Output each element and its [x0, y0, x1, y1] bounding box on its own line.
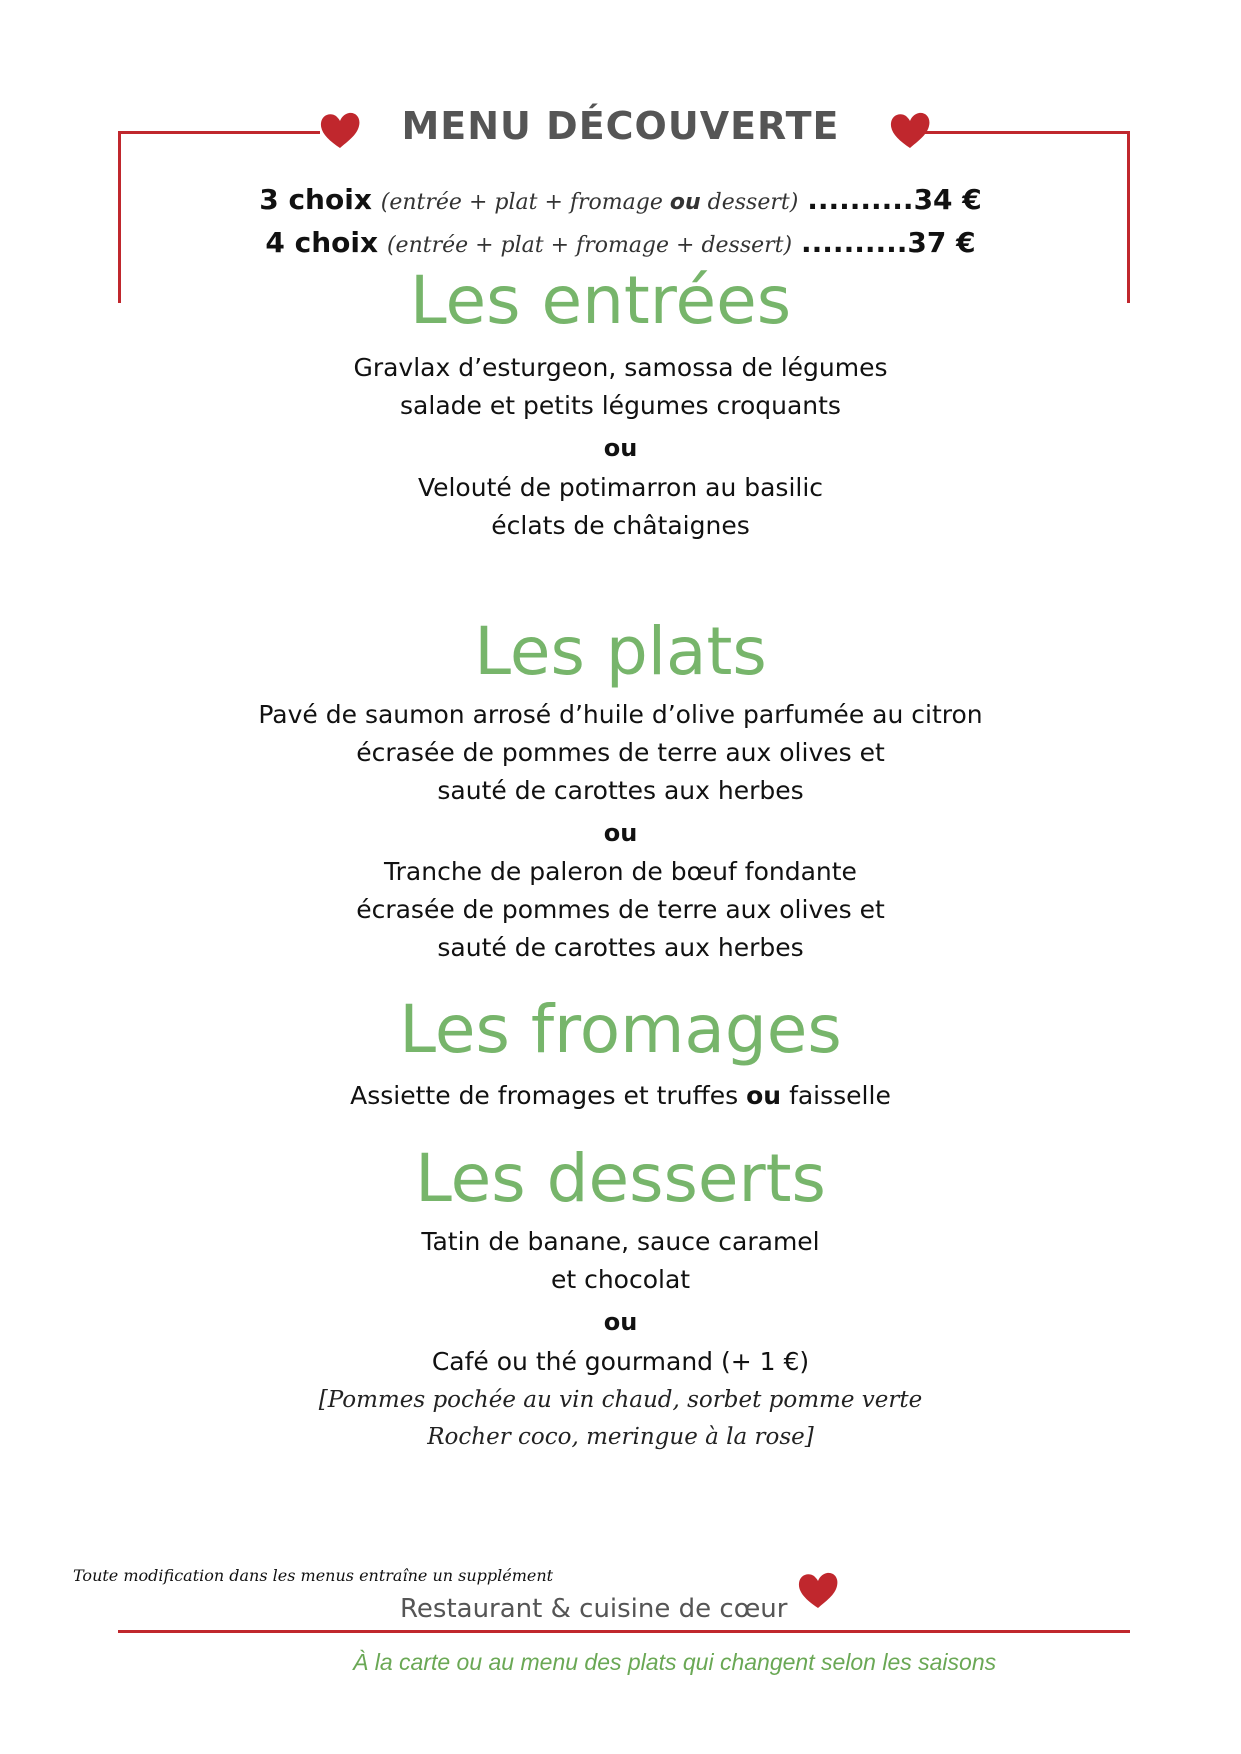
choice-detail [381, 190, 799, 215]
plat-dish-1-line-1: Pavé de saumon arrosé d’huile d’olive parfumée au citron [258, 700, 983, 729]
entree-dish-1-line-1: Gravlax d’esturgeon, samossa de légumes [353, 353, 888, 382]
section-title-fromages: Les fromages [399, 991, 842, 1068]
price-dots: .......... [801, 226, 908, 259]
choice-detail-text: dessert) [707, 190, 799, 215]
brand-name: Restaurant & cuisine de cœur [400, 1594, 788, 1624]
heart-icon [796, 1570, 840, 1610]
dessert-or: ou [603, 1308, 638, 1336]
dessert-dish-2-detail-1: [Pommes pochée au vin chaud, sorbet pomme verte [318, 1387, 923, 1413]
price-value: 34 € [913, 183, 982, 216]
fromage-dish-b: faisselle [789, 1081, 891, 1110]
choice-detail-text: (entrée + plat + fromage [380, 190, 663, 215]
price-dots: .......... [807, 183, 914, 216]
plat-dish-1-line-3: sauté de carottes aux herbes [437, 776, 804, 805]
tagline: À la carte ou au menu des plats qui changent selon les saisons [353, 1649, 997, 1675]
price-value: 37 € [907, 226, 976, 259]
choice-label: 3 choix [259, 183, 372, 216]
plat-dish-2-line-2: écrasée de pommes de terre aux olives et [356, 895, 885, 924]
price-line-3-choix [0, 183, 1241, 216]
plat-or: ou [603, 819, 638, 847]
section-title-plats: Les plats [474, 613, 767, 690]
footer-divider [118, 1630, 1130, 1633]
entree-or: ou [603, 434, 638, 462]
dessert-dish-2-detail-2: Rocher coco, meringue à la rose] [427, 1424, 814, 1450]
dessert-dish-2-line-1: Café ou thé gourmand (+ 1 €) [431, 1347, 810, 1376]
menu-title: MENU DÉCOUVERTE [401, 104, 840, 148]
plat-dish-2-line-1: Tranche de paleron de bœuf fondante [384, 857, 857, 886]
section-title-entrees: Les entrées [409, 262, 792, 339]
dessert-dish-1-line-2: et chocolat [550, 1265, 691, 1294]
entree-dish-2-line-1: Velouté de potimarron au basilic [417, 473, 824, 502]
entree-dish-2-line-2: éclats de châtaignes [491, 511, 750, 540]
dessert-dish-1-line-1: Tatin de banane, sauce caramel [421, 1227, 820, 1256]
fromage-dish [0, 1077, 1241, 1115]
choice-detail: (entrée + plat + fromage + dessert) [386, 233, 793, 258]
choice-detail-or: ou [669, 190, 701, 215]
fromage-dish-a: Assiette de fromages et truffes [350, 1081, 739, 1110]
plat-dish-2-line-3: sauté de carottes aux herbes [437, 933, 804, 962]
entree-dish-1-line-2: salade et petits légumes croquants [400, 391, 841, 420]
section-title-desserts: Les desserts [415, 1140, 826, 1217]
price-line-4-choix [0, 226, 1241, 259]
plat-dish-1-line-2: écrasée de pommes de terre aux olives et [356, 738, 885, 767]
footer-note: Toute modification dans les menus entraîne un supplément [73, 1566, 554, 1585]
choice-label: 4 choix [265, 226, 379, 259]
fromage-or: ou [746, 1081, 782, 1110]
